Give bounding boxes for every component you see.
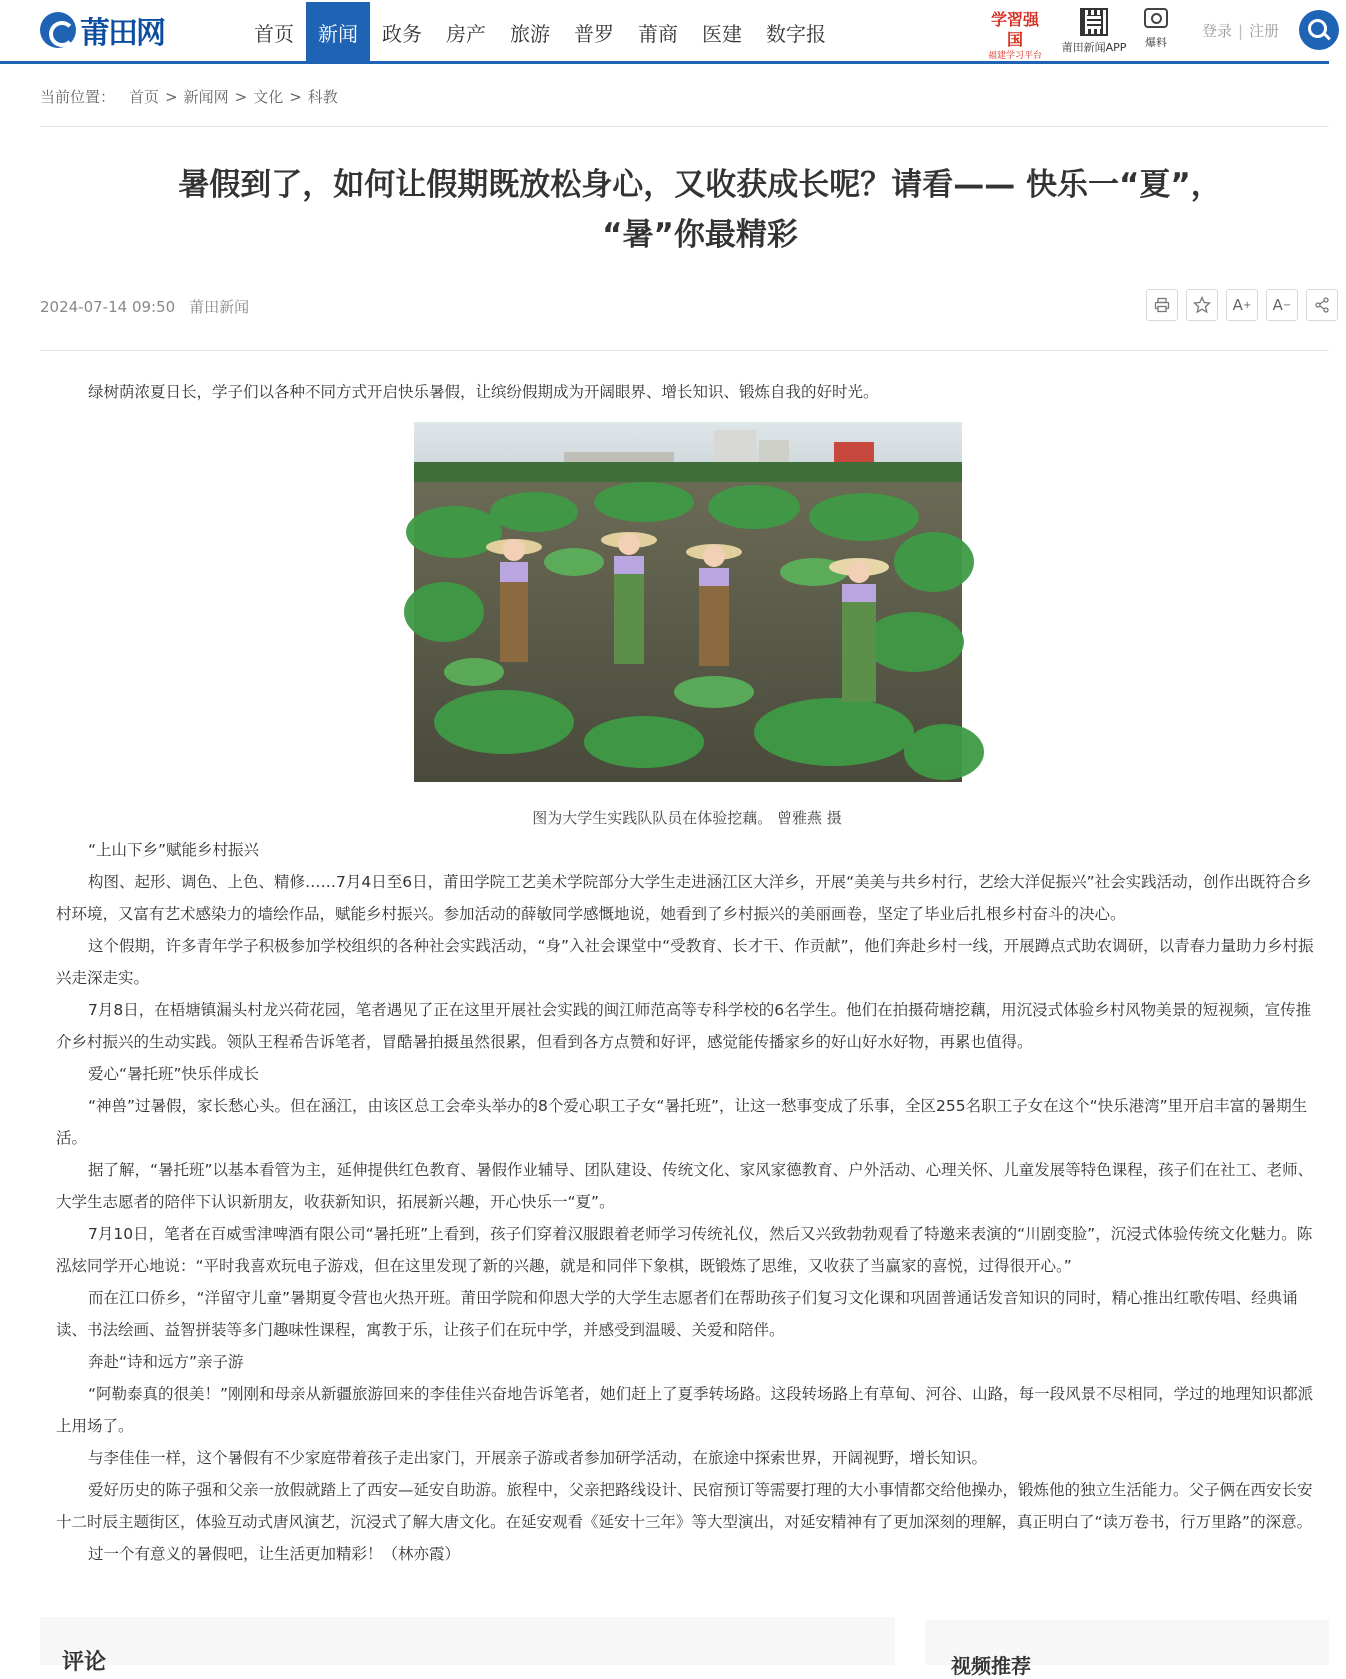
- comments-title: 评论: [62, 1650, 107, 1675]
- article-subheading: 奔赴“诗和远方”亲子游: [88, 1353, 244, 1371]
- breadcrumb-news[interactable]: 新闻网: [183, 88, 229, 106]
- tip-off-link[interactable]: [1138, 8, 1174, 50]
- article-title: [100, 160, 1300, 260]
- article-paragraph: “神兽”过暑假，家长愁心头。但在涵江，由该区总工会牵头举办的8个爱心职工子女“暑托班”，让这一愁事变成了乐事，全区255名职工子女在这个“快乐港湾”里开启丰富的暑期生活。: [56, 1097, 1308, 1147]
- register-link[interactable]: 注册: [1249, 22, 1280, 40]
- main-nav: [242, 2, 838, 63]
- nav-item-home[interactable]: 首页: [254, 22, 294, 46]
- font-decrease-icon[interactable]: A −: [1266, 289, 1298, 321]
- breadcrumb-label: 当前位置：: [40, 88, 116, 106]
- article-source: 莆田新闻: [189, 298, 250, 316]
- article-paragraph: 构图、起形、调色、上色、精修……7月4日至6日，莆田学院工艺美术学院部分大学生走进涵江区大洋乡，开展“美美与共乡村行，艺绘大洋促振兴”社会实践活动，创作出既符合乡村环境，又富有艺术感染力的墙绘作品，赋能乡村振兴。参加活动的薛敏同学感慨地说，她看到了乡村振兴的美丽画卷，坚定了毕业后扎根乡村奋斗的决心。: [56, 873, 1312, 923]
- article-paragraph: 7月10日，笔者在百威雪津啤酒有限公司“暑托班”上看到，孩子们穿着汉服跟着老师学习传统礼仪，然后又兴致勃勃观看了特邀来表演的“川剧变脸”，沉浸式体验传统文化魅力。陈泓炫同学开心地说：“平时我喜欢玩电子游戏，但在这里发现了新的兴趣，就是和同伴下象棋，既锻炼了思维，又收获了当赢家的喜悦，过得很开心。”: [56, 1225, 1313, 1275]
- share-icon[interactable]: [1306, 289, 1338, 321]
- article-paragraph: 过一个有意义的暑假吧，让生活更加精彩！（林亦霞）: [88, 1545, 461, 1563]
- nav-item-news[interactable]: 新闻: [306, 2, 370, 63]
- login-link[interactable]: 登录: [1202, 22, 1233, 40]
- xuexi-qiangguo-link[interactable]: [985, 10, 1045, 62]
- video-recommend-title: 视频推荐: [951, 1654, 1031, 1678]
- auth-links: [1202, 20, 1279, 41]
- lotus-pond-photo: [414, 422, 962, 782]
- breadcrumb-separator: >: [289, 87, 302, 106]
- divider: [40, 126, 1329, 127]
- article-subheading: 爱心“暑托班”快乐伴成长: [88, 1065, 260, 1083]
- article-title-line-1: 暑假到了，如何让假期既放松身心，又收获成长呢？请看—— 快乐一“夏”，: [178, 167, 1222, 203]
- article-paragraph: “阿勒泰真的很美！”刚刚和母亲从新疆旅游回来的李佳佳兴奋地告诉笔者，她们赶上了夏季转场路。这段转场路上有草甸、河谷、山路，每一段风景不尽相同，学过的地理知识都派上用场了。: [56, 1385, 1314, 1435]
- breadcrumb-separator: >: [234, 87, 248, 106]
- search-icon[interactable]: [1299, 10, 1339, 50]
- article-photo: [414, 422, 962, 782]
- camera-icon: [1144, 8, 1168, 28]
- nav-item-government[interactable]: 政务: [382, 22, 422, 46]
- article-paragraph: 7月8日，在梧塘镇漏头村龙兴荷花园，笔者遇见了正在这里开展社会实践的闽江师范高等专科学校的6名学生。他们在拍摄荷塘挖藕，用沉浸式体验乡村风物美景的短视频，宣传推介乡村振兴的生动实践。领队王程希告诉笔者，冒酷暑拍摄虽然很累，但看到各方点赞和好评，感觉能传播家乡的好山好水好物，再累也值得。: [56, 1001, 1312, 1051]
- breadcrumb-culture[interactable]: 文化: [253, 88, 284, 106]
- favorite-star-icon[interactable]: [1186, 289, 1218, 321]
- qr-code-icon: [1080, 8, 1108, 36]
- print-icon[interactable]: [1146, 289, 1178, 321]
- site-logo[interactable]: [40, 10, 164, 50]
- publish-date: 2024-07-14 09:50: [40, 298, 176, 316]
- logo-text: 莆田网: [80, 16, 164, 51]
- breadcrumb-separator: >: [165, 87, 178, 106]
- header-tools: [985, 0, 1279, 61]
- article-intro: 绿树荫浓夏日长，学子们以各种不同方式开启快乐暑假，让缤纷假期成为开阔眼界、增长知识、锻炼自我的好时光。: [88, 383, 879, 401]
- breadcrumb: [40, 86, 338, 107]
- nav-item-travel[interactable]: 旅游: [510, 22, 550, 46]
- xuexi-subtitle: 福建学习平台: [987, 51, 1042, 61]
- breadcrumb-science-education[interactable]: 科教: [307, 88, 338, 106]
- news-app-link[interactable]: [1058, 8, 1130, 55]
- xuexi-logo-text: 学習强国: [990, 10, 1039, 49]
- article-meta: [40, 296, 249, 317]
- article-paragraph: 而在江口侨乡，“洋留守儿童”暑期夏令营也火热开班。莆田学院和仰恩大学的大学生志愿者们在帮助孩子们复习文化课和巩固普通话发音知识的同时，精心推出红歌传唱、经典诵读、书法绘画、益智拼装等多门趣味性课程，寓教于乐，让孩子们在玩中学，并感受到温暖、关爱和陪伴。: [56, 1289, 1298, 1339]
- auth-divider: |: [1238, 22, 1244, 40]
- nav-item-medical[interactable]: 医建: [702, 22, 742, 46]
- article-title-line-2: “暑”你最精彩: [602, 217, 798, 253]
- nav-item-real-estate[interactable]: 房产: [446, 22, 486, 46]
- article-paragraph: 与李佳佳一样，这个暑假有不少家庭带着孩子走出家门，开展亲子游或者参加研学活动，在旅途中探索世界，开阔视野，增长知识。: [88, 1449, 988, 1467]
- logo-icon: [40, 12, 76, 48]
- nav-item-digital-paper[interactable]: 数字报: [766, 22, 826, 46]
- article-body: [56, 376, 1318, 1570]
- article-subheading: “上山下乡”赋能乡村振兴: [88, 841, 260, 859]
- site-header: [0, 0, 1329, 64]
- article-paragraph: 爱好历史的陈子强和父亲一放假就踏上了西安—延安自助游。旅程中，父亲把路线设计、民宿预订等需要打理的大小事情都交给他操办，锻炼他的独立生活能力。父子俩在西安长安十二时辰主题街区，体验互动式唐风演艺，沉浸式了解大唐文化。在延安观看《延安十三年》等大型演出，对延安精神有了更加深刻的理解，真正明白了“读万卷书，行万里路”的深意。: [56, 1481, 1313, 1531]
- video-recommend-panel: [925, 1620, 1329, 1678]
- tip-off-label: 爆料: [1145, 36, 1167, 49]
- article-paragraph: 这个假期，许多青年学子积极参加学校组织的各种社会实践活动，“身”入社会课堂中“受教育、长才干、作贡献”，他们奔赴乡村一线，开展蹲点式助农调研，以青春力量助力乡村振兴走深走实。: [56, 937, 1314, 987]
- font-increase-icon[interactable]: A +: [1226, 289, 1258, 321]
- news-app-label: 莆田新闻APP: [1061, 41, 1127, 54]
- article-paragraph: 据了解，“暑托班”以基本看管为主，延伸提供红色教育、暑假作业辅导、团队建设、传统文化、家风家德教育、户外活动、心理关怀、儿童发展等特色课程，孩子们在社工、老师、大学生志愿者的陪伴下认识新朋友，收获新知识，拓展新兴趣，开心快乐一“夏”。: [56, 1161, 1314, 1211]
- divider: [40, 350, 1329, 351]
- photo-caption: 图为大学生实践队队员在体验挖藕。 曾雅燕 摄: [532, 809, 842, 827]
- nav-item-puluo[interactable]: 普罗: [574, 22, 614, 46]
- nav-item-business[interactable]: 莆商: [638, 22, 678, 46]
- comments-panel: [40, 1617, 895, 1675]
- article-tools: [1146, 289, 1346, 321]
- breadcrumb-home[interactable]: 首页: [129, 88, 160, 106]
